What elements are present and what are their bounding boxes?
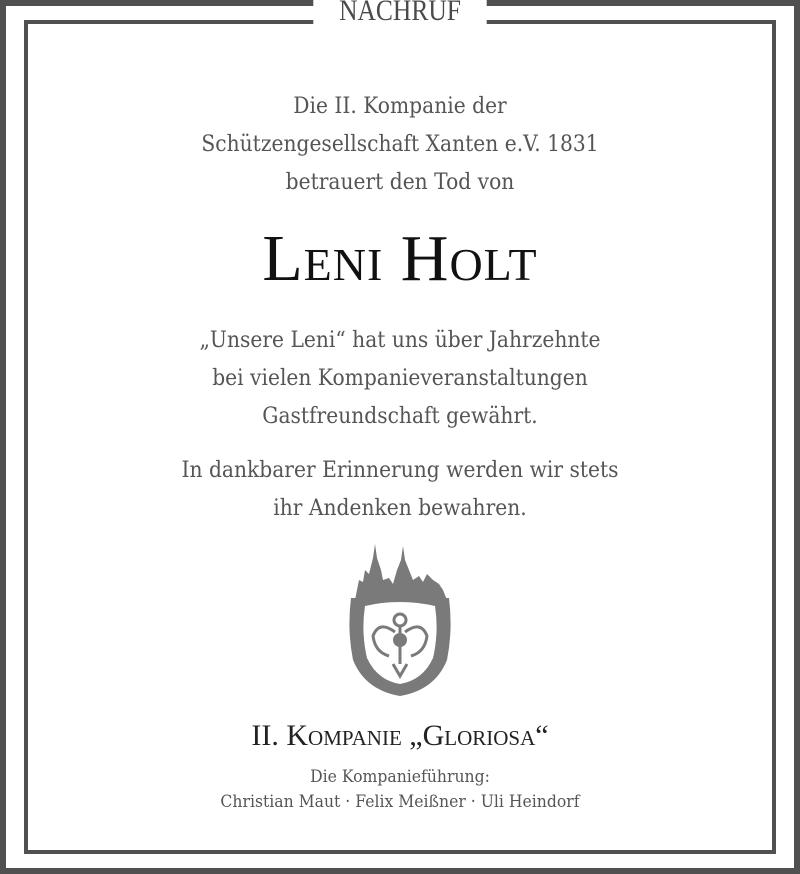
- tribute-line: Gastfreundschaft gewährt.: [262, 404, 538, 429]
- tribute-paragraph-1: [0, 322, 800, 436]
- tribute-paragraph-2: [0, 452, 800, 528]
- tribute-line: bei vielen Kompanieveranstaltungen: [212, 366, 588, 391]
- tribute-line: „Unsere Leni“ hat uns über Jahrzehnte: [199, 328, 601, 353]
- leaders-names: Christian Maut · Felix Meißner · Uli Heindorf: [220, 792, 580, 812]
- eagle-crest-icon: [345, 540, 455, 698]
- intro-line: betrauert den Tod von: [285, 170, 515, 195]
- tribute-line: ihr Andenken bewahren.: [273, 496, 527, 521]
- company-name: II. Kompanie „Gloriosa“: [251, 719, 549, 752]
- intro-line: Schützengesellschaft Xanten e.V. 1831: [201, 132, 599, 157]
- tribute-line: In dankbarer Erinnerung werden wir stets: [181, 458, 619, 483]
- intro-text: [0, 88, 800, 202]
- header-label: NACHRUF: [313, 0, 486, 30]
- intro-line: Die II. Kompanie der: [293, 94, 507, 119]
- leaders-title: Die Kompanieführung:: [310, 767, 490, 787]
- deceased-name: Leni Holt: [262, 222, 538, 295]
